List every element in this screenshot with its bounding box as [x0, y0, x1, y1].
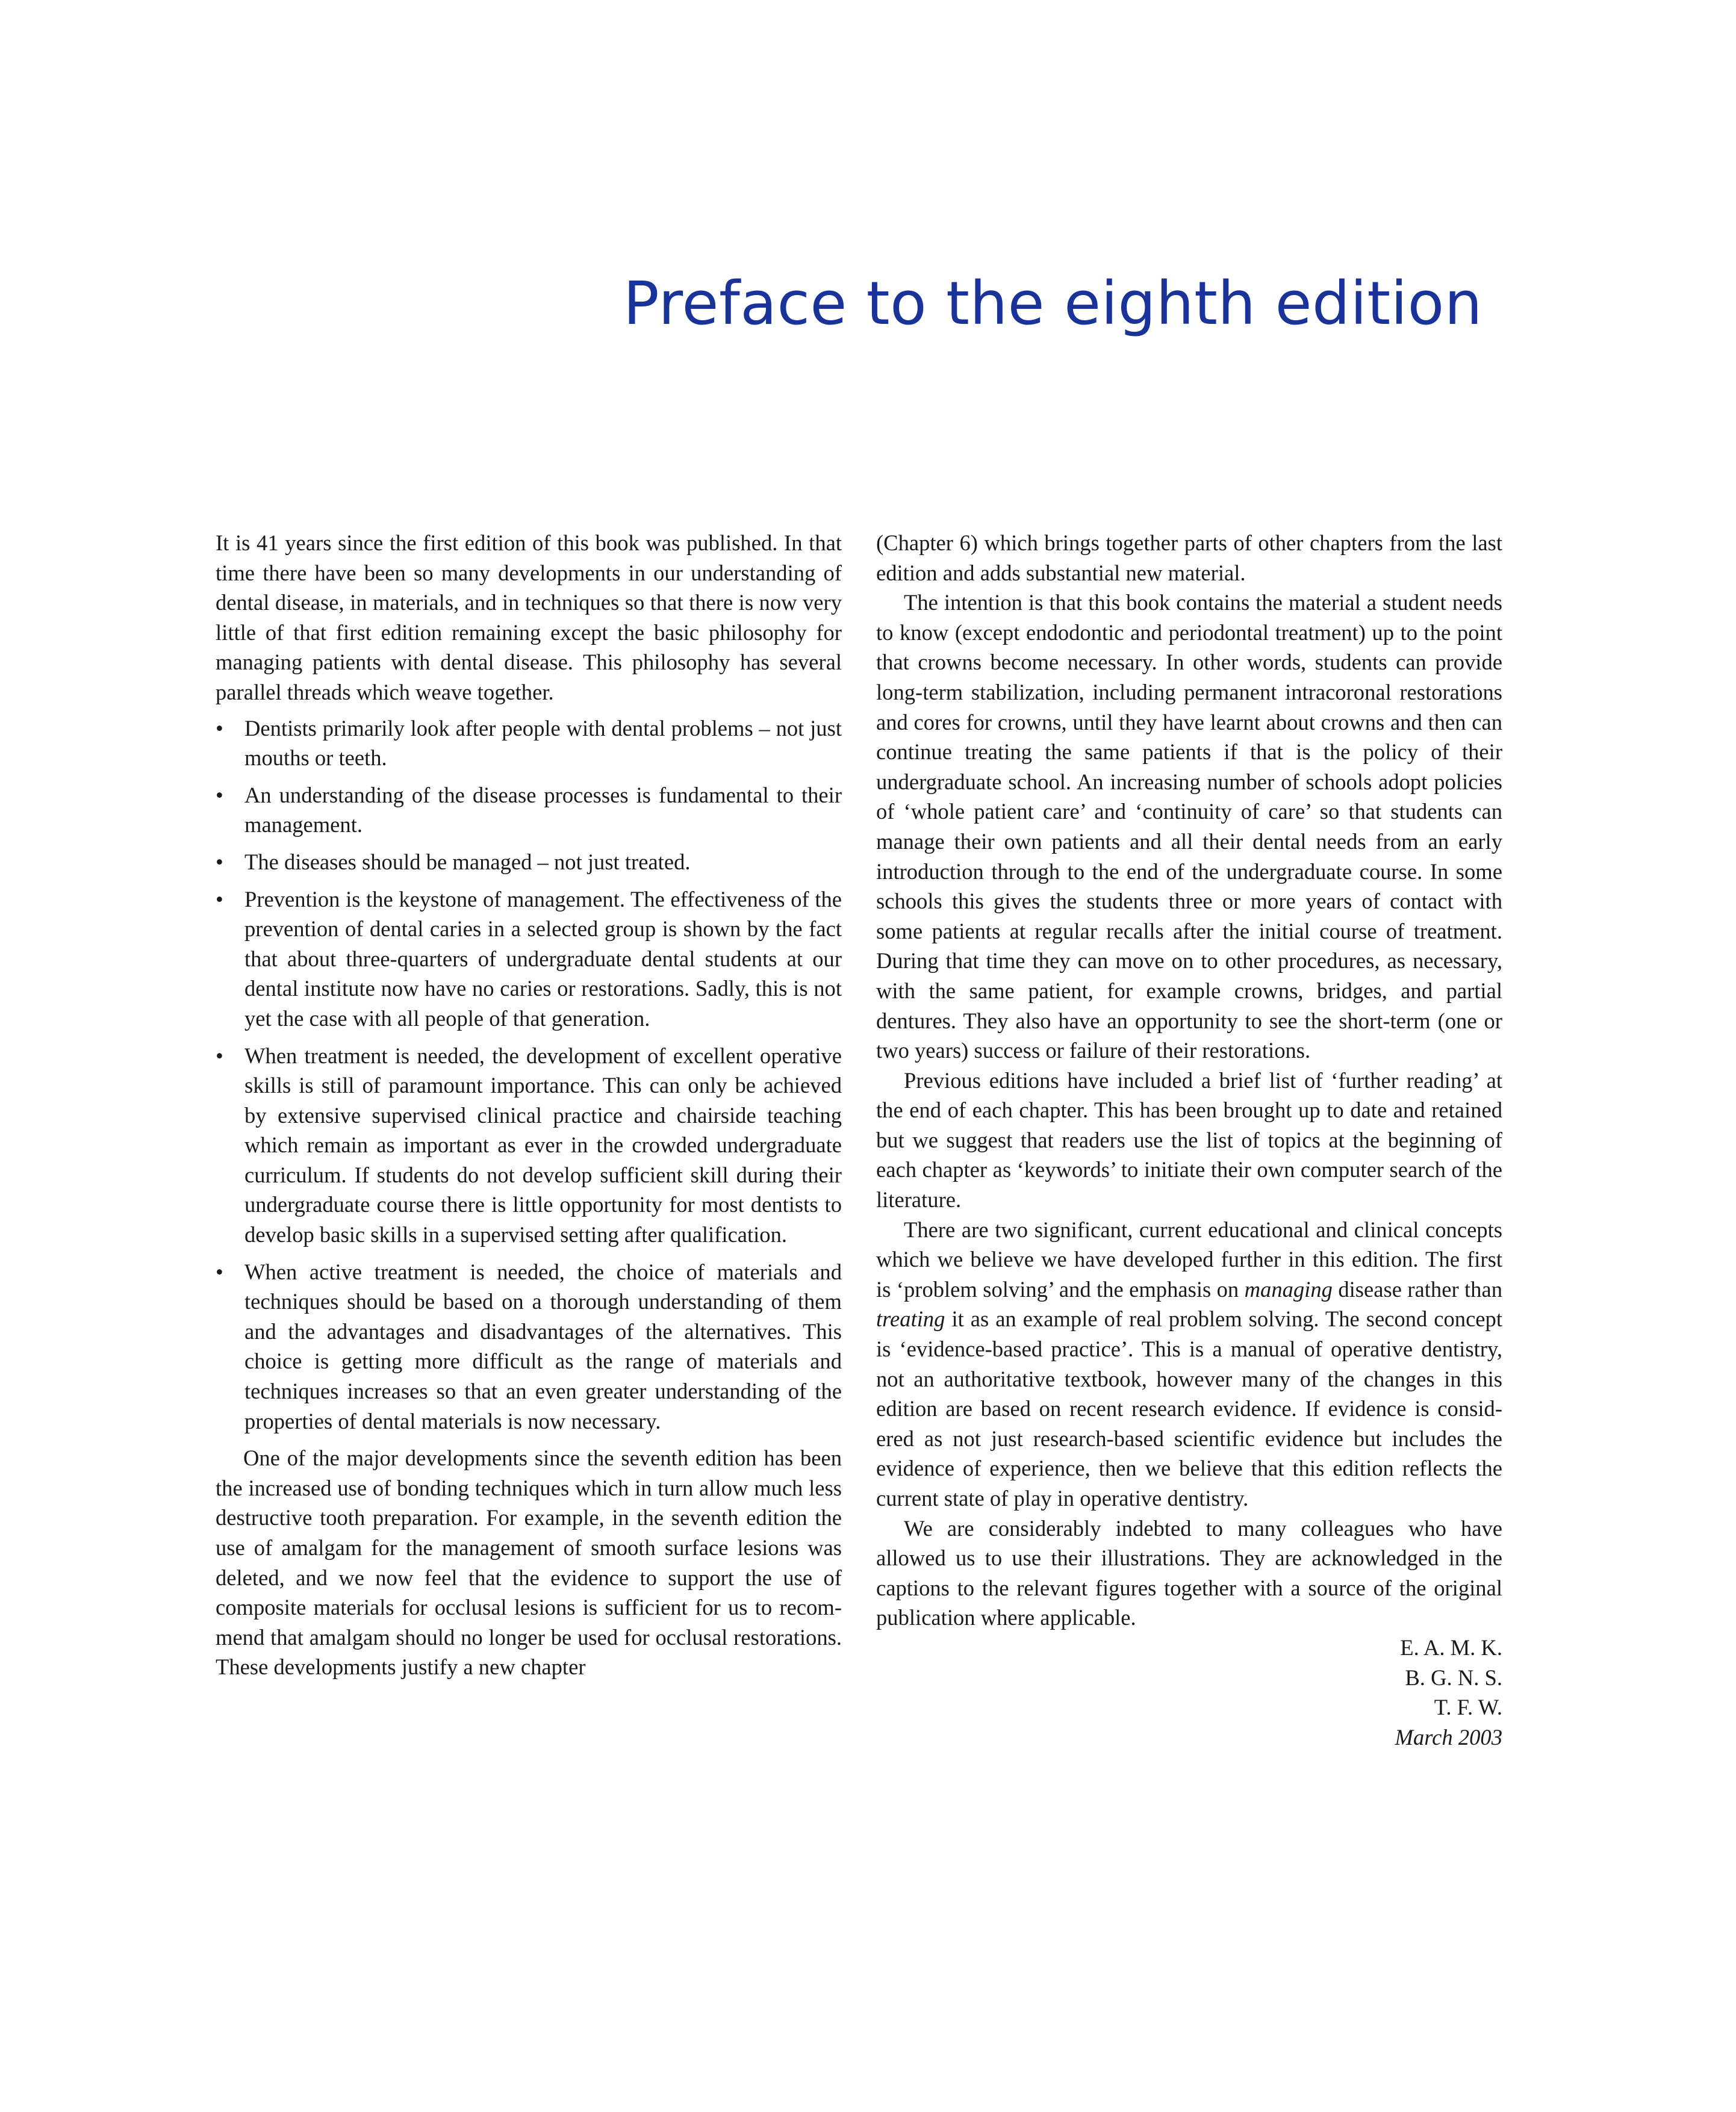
further-reading-paragraph: Previous editions have included a brief list of ‘further reading’ at the end of each chapter. This has been brought up to date and retained but we suggest that readers use the list of topics at the beginning of each chapter as ‘keywords’ to initiate their own computer search of the literature. — [876, 1067, 1502, 1213]
list-item — [216, 884, 842, 1034]
preface-date: March 2003 — [1395, 1724, 1502, 1750]
author-signature: E. A. M. K. — [1400, 1635, 1502, 1660]
bullet-text: The diseases should be managed – not just treated. — [244, 849, 691, 874]
continuation-paragraph: (Chapter 6) which brings together parts of other chapters from the last edition and adds substantial new material. — [876, 530, 1502, 585]
right-column — [876, 528, 1502, 1752]
concepts-text-2: disease rather than — [1332, 1276, 1502, 1302]
list-item — [216, 780, 842, 840]
philosophy-bullet-list — [216, 713, 842, 1436]
bullet-icon: • — [216, 782, 223, 807]
bullet-text: When treatment is needed, the development of excellent operative skills is still of paramount importance. This can only be achieved by extensive supervised clinical practice and chairside teaching which remain as important as ever in the crowded undergraduate curriculum. If students do not develop sufficient skill during their undergraduate course there is little opportunity for most dentists to develop basic skills in a supervised setting after qualification. — [244, 1043, 842, 1247]
bullet-text: When active treatment is needed, the choice of materials and techniques should be based on a thorough understanding of them and the advantages and disadvantages of the alternatives. This choice is getting more difficult as the range of materials and techniques increases so that an even greater understanding of the properties of dental materials is now necessary. — [244, 1259, 842, 1433]
intro-paragraph: It is 41 years since the first edition of this book was published. In that time there have been so many developments in our understanding of dental disease, in materials, and in techniques so that there is now very little of that first edition remaining except the basic philosophy for managing patients with dental disease. This philosophy has several parallel threads which weave together. — [216, 530, 842, 704]
page-title: Preface to the eighth edition — [623, 269, 1482, 338]
left-column — [216, 528, 842, 1682]
bullet-icon: • — [216, 1043, 223, 1068]
concepts-text-1: There are two significant, current educational and clinical concepts which we believe we have developed further in this edition. The first is ‘problem solving’ and the emphasis on — [876, 1217, 1502, 1302]
bullet-icon: • — [216, 849, 223, 874]
list-item — [216, 713, 842, 773]
bullet-text: An understanding of the disease processes is fundamental to their management. — [244, 782, 842, 837]
concepts-emphasis-managing: managing — [1244, 1276, 1333, 1302]
bullet-icon: • — [216, 1259, 223, 1284]
list-item — [216, 1257, 842, 1436]
concepts-emphasis-treating: treating — [876, 1306, 945, 1332]
bullet-text: Prevention is the keystone of management. The effectiveness of the prevention of dental caries in a selected group is shown by the fact that about three-quarters of undergraduate dental students at our dental institute now have no caries or restorations. Sadly, this is not yet the case with all people of that generation. — [244, 886, 842, 1031]
bullet-icon: • — [216, 886, 223, 912]
list-item — [216, 847, 842, 877]
concepts-text-3: it as an example of real problem solving. The second concept is ‘evidence-based practice’. This is a manual of operative dentistry, not an authoritative textbook, however many of the changes in this edition are based on recent research evidence. If evidence is considered as not just research-based scientific evidence but includes the evidence of experience, then we believe that this edition reflects the current state of play in operative dentistry. — [876, 1306, 1502, 1511]
intention-paragraph: The intention is that this book contains the material a student needs to know (except endodontic and periodontal treatment) up to the point that crowns become necessary. In other words, students can provide long-term stabilization, including permanent intracoronal restorations and cores for crowns, until they have learnt about crowns and then can continue treating the same patients if that is the policy of their undergraduate school. An increasing number of schools adopt policies of ‘whole patient care’ and ‘continuity of care’ so that students can manage their own patients and all their dental needs from an early introduction through to the end of the undergraduate course. In some schools this gives the students three or more years of contact with some patients at regular recalls after the initial course of treatment. During that time they can move on to other procedures, as necessary, with the same patient, for example crowns, bridges, and partial dentures. They also have an opportunity to see the short-term (one or two years) success or failure of their restorations. — [876, 590, 1502, 1063]
developments-paragraph: One of the major developments since the seventh edition has been the increased use of bonding techniques which in turn allow much less destructive tooth preparation. For example, in the seventh edition the use of amalgam for the management of smooth surface lesions was deleted, and we now feel that the evidence to support the use of composite materials for occlusal lesions is sufficient for us to recommend that amalgam should no longer be used for occlusal restorations. These developments justify a new chapter — [216, 1446, 842, 1680]
concepts-paragraph — [876, 1215, 1502, 1514]
bullet-icon: • — [216, 715, 223, 741]
acknowledgements-paragraph: We are considerably indebted to many colleagues who have allowed us to use their illustrations. They are acknowledged in the captions to the relevant figures together with a source of the original publication where applicable. — [876, 1515, 1502, 1630]
bullet-text: Dentists primarily look after people with dental problems – not just mouths or teeth. — [244, 715, 842, 771]
list-item — [216, 1041, 842, 1250]
author-signature: B. G. N. S. — [1405, 1665, 1502, 1690]
author-signature: T. F. W. — [1434, 1695, 1502, 1720]
